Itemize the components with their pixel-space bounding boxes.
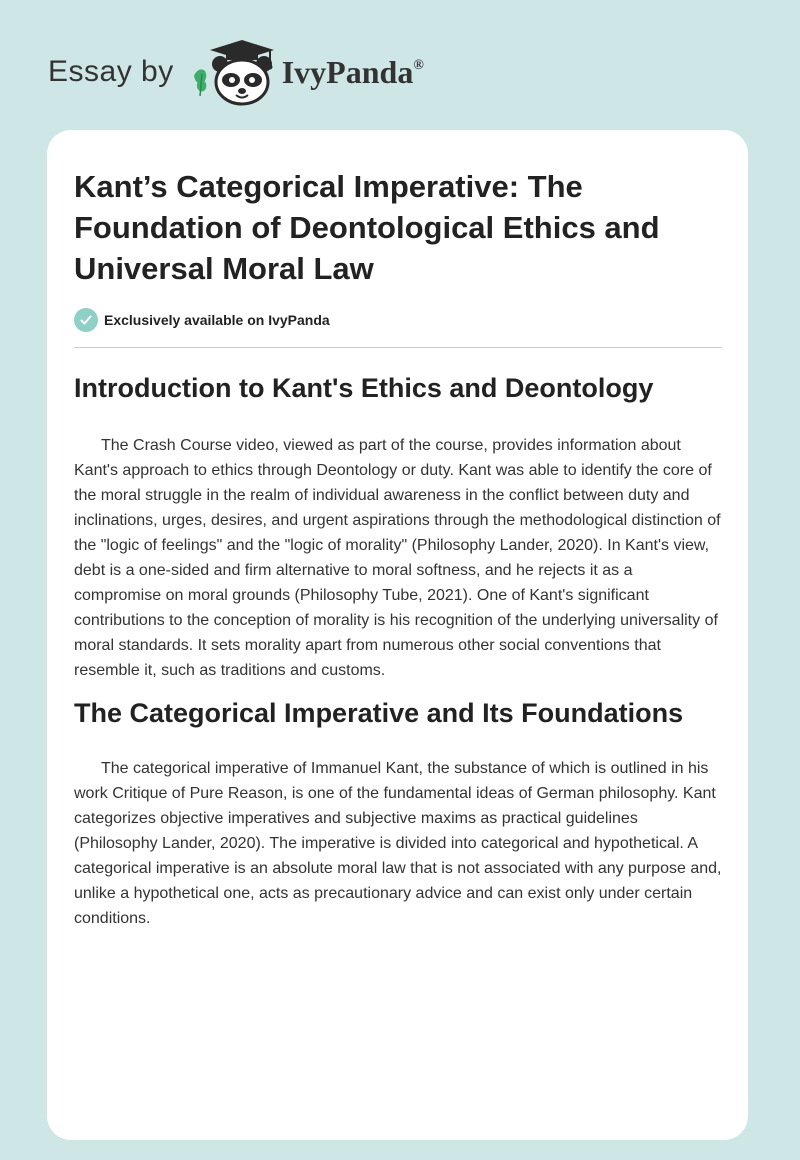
section-paragraph: The categorical imperative of Immanuel Kant, the substance of which is outlined in his work Critique of Pure Reason, is one of the fundamental ideas of German philosophy. Kant categorizes objective imperatives and subjective maxims as practical guidelines (Philosophy Lander, 2020). The imperative is divided into categorical and hypothetical. A categorical imperative is an absolute moral law that is not associated with any purpose and, unlike a hypothetical one, acts as precautionary advice and can exist only under certain conditions. [74,760,722,927]
exclusive-badge-label: Exclusively available on IvyPanda [104,312,330,328]
essay-card [47,130,748,1140]
exclusive-badge [74,307,722,333]
title-divider [74,347,722,348]
essay-title: Kant’s Categorical Imperative: The Foundation of Deontological Ethics and Universal Moral Law [74,169,660,286]
section-paragraph: The Crash Course video, viewed as part of the course, provides information about Kant's approach to ethics through Deontology or duty. Kant was able to identify the core of the moral struggle in the realm of individual awareness in the conflict between duty and inclinations, urges, desires, and urgent aspirations through the methodological distinction of the "logic of feelings" and the "logic of morality" (Philosophy Lander, 2020). In Kant's view, debt is a one-sided and firm alternative to moral softness, and he rejects it as a compromise on moral grounds (Philosophy Tube, 2021). One of Kant's significant contributions to the conception of morality is his recognition of the underlying universality of moral standards. It sets morality apart from numerous other social conventions that resemble it, such as traditions and customs. [74,437,721,679]
ivypanda-logo[interactable] [188,36,424,108]
essay-by-label: Essay by [48,55,174,88]
section-heading: Introduction to Kant's Ethics and Deontology [74,373,654,403]
panda-graduate-icon [188,36,278,108]
section-heading: The Categorical Imperative and Its Foundations [74,698,684,728]
site-header [48,36,424,108]
brand-name: IvyPanda® [281,53,424,90]
registered-mark: ® [413,57,424,73]
checkmark-icon [74,308,98,332]
